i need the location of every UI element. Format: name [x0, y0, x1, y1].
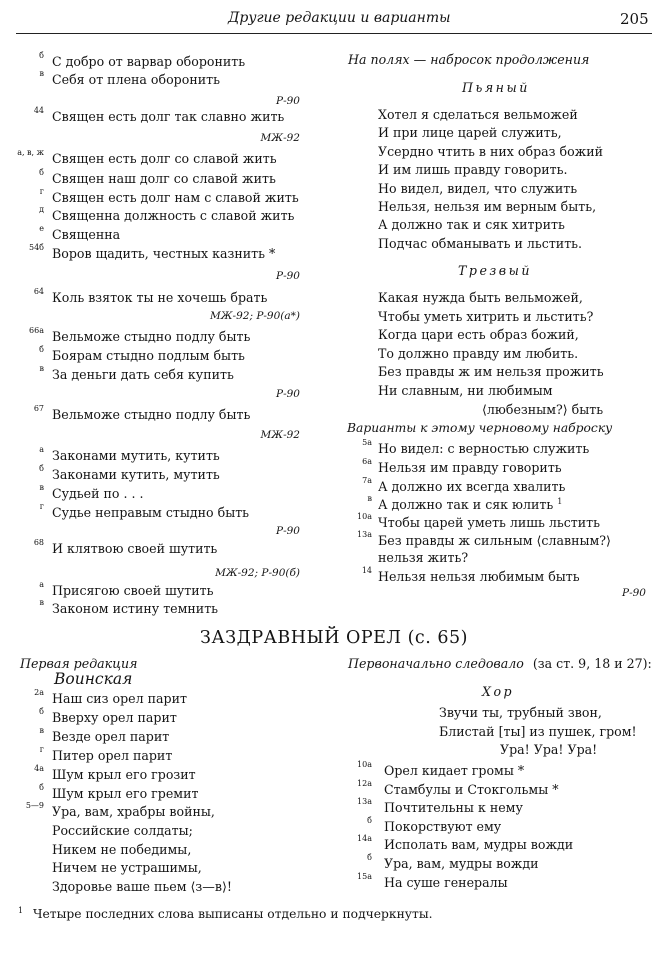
verse-line: Стамбулы и Стокгольмы * — [384, 782, 559, 797]
verse-line: И им лишь правду говорить. — [378, 162, 568, 178]
verse-line: Законами кутить, мутить — [52, 467, 220, 482]
verse-line: За деньги дать себя купить — [52, 367, 234, 382]
verse-line: Шум крыл его грозит — [52, 767, 196, 782]
line-marker: 13а — [357, 530, 372, 539]
verse-line: Наш сиз орел парит — [52, 691, 187, 706]
line-marker: 67 — [33, 404, 44, 413]
verse-line: Судьей по . . . — [52, 486, 144, 501]
line-marker: е — [39, 224, 44, 233]
verse-line: Подчас обманывать и льстить. — [378, 235, 583, 251]
line-marker: 6а — [362, 457, 372, 466]
verse-line: Почтительны к нему — [384, 800, 523, 815]
verse-line: С добро от варвар оборонить — [52, 54, 246, 69]
verse-line: Судье неправым стыдно быть — [52, 505, 250, 520]
verse-line: ⟨любезным?⟩ быть — [482, 401, 604, 417]
line-marker: б — [39, 51, 44, 60]
poem-title-drunk: Пьяный — [462, 80, 530, 95]
verse-text: нельзя жить? — [378, 550, 469, 565]
choir-line-2: Блистай [ты] из пушек, гром! — [439, 724, 637, 739]
line-marker: 4а — [34, 764, 44, 773]
verse-line — [378, 568, 580, 586]
initial-note-main: Первоначально следовало — [348, 656, 524, 671]
page-number: 205 — [620, 10, 649, 28]
verse-line: Ура, вам, мудры вожди — [384, 856, 539, 871]
line-marker: 7а — [362, 476, 372, 485]
verse-line: Воров щадить, честных казнить * — [52, 246, 276, 261]
verse-line: Везде орел парит — [52, 729, 170, 744]
line-marker: в — [39, 726, 44, 735]
line-marker: а, в, ж — [17, 148, 44, 157]
variants-heading: Варианты к этому черновому наброску — [347, 421, 613, 435]
footnote-number: 1 — [18, 905, 24, 915]
verse-text: А должно так и сяк юлить — [378, 497, 554, 512]
line-marker: в — [39, 69, 44, 78]
line-marker: б — [367, 853, 372, 862]
footnote-ref: 1 — [557, 496, 563, 506]
source-siglum: Р-90 — [622, 587, 646, 599]
verse-text: А должно их всегда хвалить — [378, 479, 566, 494]
line-marker: 15а — [357, 872, 372, 881]
line-marker: г — [39, 187, 44, 196]
choir-line-1: Звучи ты, трубный звон, — [439, 705, 602, 720]
edition-subtitle: Воинская — [54, 670, 133, 688]
verse-line: Вельможе стыдно подлу быть — [52, 329, 251, 344]
verse-line: Когда цари есть образ божий, — [378, 327, 579, 343]
verse-line: А должно так и сяк хитрить — [378, 217, 565, 233]
line-marker: в — [39, 598, 44, 607]
first-edition-label: Первая редакция — [20, 656, 138, 671]
line-marker: б — [39, 707, 44, 716]
line-marker: б — [367, 816, 372, 825]
verse-line: Законами мутить, кутить — [52, 448, 220, 463]
verse-line: Коль взяток ты не хочешь брать — [52, 290, 268, 305]
verse-line: Священ наш долг со славой жить — [52, 171, 276, 186]
verse-line: Покорствуют ему — [384, 819, 502, 834]
source-siglum: МЖ-92; Р-90(б) — [215, 567, 300, 579]
line-marker: 2а — [34, 688, 44, 697]
line-marker: 14 — [361, 566, 372, 575]
line-marker: б — [39, 345, 44, 354]
verse-line: Без правды ж им нельзя прожить — [378, 364, 604, 380]
line-marker: г — [39, 745, 44, 754]
verse-line: Себя от плена оборонить — [52, 72, 220, 87]
line-marker: 66а — [29, 326, 44, 335]
line-marker: 64 — [33, 287, 44, 296]
source-siglum: Р-90 — [276, 95, 300, 107]
line-marker: в — [39, 483, 44, 492]
verse-line: Исполать вам, мудры вожди — [384, 837, 574, 852]
verse-text: Но видел: с верностью служить — [378, 441, 590, 456]
verse-line: Хотел я сделаться вельможей — [378, 107, 578, 122]
section-title: ЗАЗДРАВНЫЙ ОРЕЛ (с. 65) — [200, 628, 468, 648]
footnote — [18, 907, 433, 921]
verse-line: Вельможе стыдно подлу быть — [52, 407, 251, 422]
line-marker: в — [39, 364, 44, 373]
line-marker: б — [39, 168, 44, 177]
verse-line: Но видел, видел, что служить — [378, 180, 578, 196]
verse-line: Ни славным, ни любимым — [378, 383, 553, 398]
line-marker: а — [39, 445, 44, 454]
verse-line: Священ есть долг со славой жить — [52, 151, 277, 166]
verse-line: Питер орел парит — [52, 748, 173, 763]
verse-line: Священ есть долг так славно жить — [52, 109, 285, 124]
verse-line: Боярам стыдно подлым быть — [52, 348, 245, 363]
verse-line — [378, 478, 565, 496]
running-head: Другие редакции и варианты — [228, 10, 451, 26]
verse-line: Нельзя, нельзя им верным быть, — [378, 199, 597, 214]
verse-line: На суше генералы — [384, 875, 508, 890]
verse-line: Вверху орел парит — [52, 710, 177, 725]
header-rule — [16, 33, 652, 34]
verse-line: Священна должность с славой жить — [52, 208, 295, 223]
choir-line-3: Ура! Ура! Ура! — [500, 742, 598, 757]
line-marker: б — [39, 783, 44, 792]
line-marker: 5а — [362, 438, 372, 447]
verse-line: Шум крыл его гремит — [52, 786, 199, 801]
verse-line — [378, 532, 611, 550]
verse-line: То должно правду им любить. — [378, 345, 579, 361]
verse-line: Никем не победимы, — [52, 842, 192, 857]
verse-text: Нельзя им правду говорить — [378, 460, 562, 475]
line-marker: 44 — [33, 106, 44, 115]
initial-note-tail: (за ст. 9, 18 и 27): — [532, 656, 652, 671]
verse-line — [378, 440, 589, 458]
verse-line: Орел кидает громы * — [384, 763, 525, 778]
poem-title-sober: Трезвый — [458, 263, 532, 278]
verse-line: Российские солдаты; — [52, 823, 193, 838]
verse-line: Присягою своей шутить — [52, 583, 214, 598]
source-siglum: Р-90 — [276, 270, 300, 282]
verse-line: И при лице царей служить, — [378, 125, 562, 141]
verse-line: Чтобы уметь хитрить и льстить? — [378, 308, 594, 324]
line-marker: 68 — [33, 538, 44, 547]
line-marker: 10а — [357, 760, 372, 769]
line-marker: б — [39, 464, 44, 473]
verse-line — [378, 459, 562, 477]
verse-line: Какая нужда быть вельможей, — [378, 290, 583, 305]
initial-note-label — [348, 656, 652, 671]
source-siglum: МЖ-92 — [260, 429, 300, 441]
line-marker: 12а — [357, 779, 372, 788]
verse-text: Нельзя нельзя любимым быть — [378, 569, 580, 584]
verse-line: И клятвою своей шутить — [52, 541, 218, 556]
verse-line: Ура, вам, храбры войны, — [52, 804, 215, 819]
line-marker: д — [39, 205, 44, 214]
line-marker: 14а — [357, 834, 372, 843]
verse-line: Усердно чтить в них образ божий — [378, 143, 604, 159]
line-marker: 10а — [357, 512, 372, 521]
verse-line — [378, 496, 562, 514]
verse-line: Священ есть долг нам с славой жить — [52, 190, 299, 205]
choir-title: Хор — [482, 684, 515, 699]
line-marker: 13а — [357, 797, 372, 806]
source-siglum: МЖ-92 — [260, 132, 300, 144]
source-siglum: Р-90 — [276, 525, 300, 537]
footnote-text: Четыре последних слова выписаны отдельно и подчеркнуты. — [33, 907, 433, 921]
source-siglum: МЖ-92; Р-90(а*) — [209, 310, 300, 322]
line-marker: 54б — [29, 243, 44, 252]
verse-line: Законом истину темнить — [52, 601, 219, 616]
line-marker: 5—9 — [25, 801, 44, 810]
verse-line: Здоровье ваше пьем ⟨з—в⟩! — [52, 879, 232, 894]
line-marker: г — [39, 502, 44, 511]
line-marker: в — [367, 494, 372, 503]
line-marker: а — [39, 580, 44, 589]
verse-line — [378, 514, 600, 532]
verse-line: Священна — [52, 227, 121, 242]
verse-line — [378, 549, 468, 567]
verse-text: Без правды ж сильным ⟨славным?⟩ — [378, 533, 611, 548]
source-siglum: Р-90 — [276, 388, 300, 400]
margin-note: На полях — набросок продолжения — [348, 52, 590, 67]
verse-line: Ничем не устрашимы, — [52, 860, 202, 875]
verse-text: Чтобы царей уметь лишь льстить — [378, 515, 600, 530]
